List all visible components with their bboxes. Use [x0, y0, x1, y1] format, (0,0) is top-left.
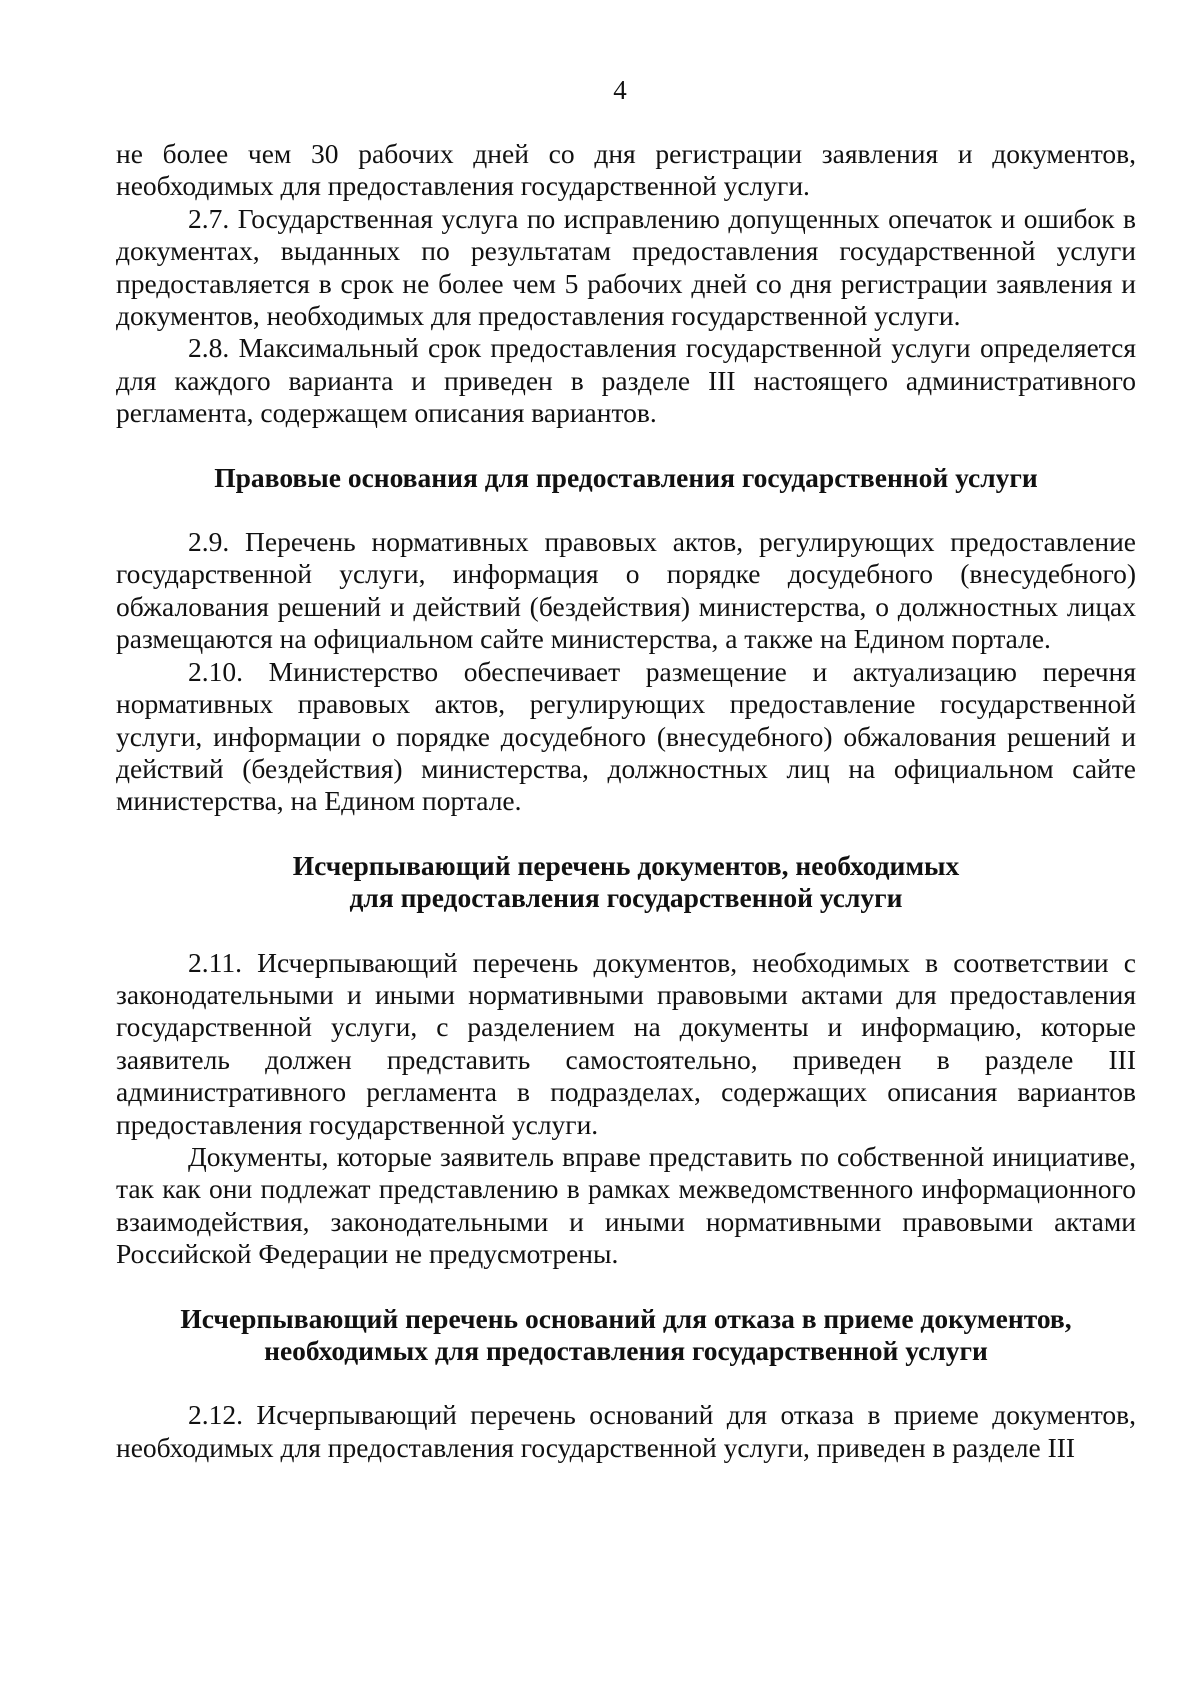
- heading-documents-line-1: Исчерпывающий перечень документов, необходимых: [292, 849, 960, 881]
- paragraph-2-10: 2.10. Министерство обеспечивает размещение и актуализацию перечня нормативных правовых актов, регулирующих предоставление государственной услуги, информации о порядке досудебного (внесудебного) обжалования решений и действий (бездействия) министерства, должностных лиц на официальном сайте министерства, на Едином портале.: [116, 655, 1136, 817]
- paragraph-2-7: 2.7. Государственная услуга по исправлению допущенных опечаток и ошибок в документах, выданных по результатам предоставления государственной услуги предоставляется в срок не более чем 5 рабочих дней со дня регистрации заявления и документов, необходимых для предоставления государственной услуги.: [116, 202, 1136, 332]
- page-number: 4: [613, 75, 627, 105]
- paragraph-2-9: 2.9. Перечень нормативных правовых актов, регулирующих предоставление государственной услуги, информация о порядке досудебного (внесудебного) обжалования решений и действий (бездействия) министерства, о должностных лицах размещаются на официальном сайте министерства, а также на Едином портале.: [116, 526, 1136, 655]
- heading-refusal-line-2: необходимых для предоставления государственной услуги: [264, 1335, 988, 1366]
- paragraph-2-8: 2.8. Максимальный срок предоставления государственной услуги определяется для каждого варианта и приведен в разделе III настоящего административного регламента, содержащем описания вариантов.: [116, 332, 1136, 429]
- heading-documents-list: [116, 850, 1136, 915]
- heading-legal-grounds-text: Правовые основания для предоставления государственной услуги: [214, 461, 1038, 493]
- paragraph-2-11: 2.11. Исчерпывающий перечень документов, необходимых в соответствии с законодательными и иными нормативными правовыми актами для предоставления государственной услуги, с разделением на документы и информацию, которые заявитель должен представить самостоятельно, приведен в разделе III административного регламента в подразделах, содержащих описания вариантов предоставления государственной услуги.: [116, 946, 1136, 1140]
- heading-legal-grounds: [116, 462, 1136, 494]
- document-body: [116, 138, 1136, 1464]
- heading-documents-line-2: для предоставления государственной услуги: [349, 882, 903, 914]
- paragraph-2-12: 2.12. Исчерпывающий перечень оснований для отказа в приеме документов, необходимых для предоставления государственной услуги, приведен в разделе III: [116, 1399, 1136, 1463]
- paragraph-intro: не более чем 30 рабочих дней со дня регистрации заявления и документов, необходимых для предоставления государственной услуги.: [116, 138, 1136, 202]
- heading-refusal-grounds: [116, 1303, 1136, 1368]
- heading-refusal-line-1: Исчерпывающий перечень оснований для отказа в приеме документов,: [180, 1302, 1072, 1334]
- paragraph-documents-initiative: Документы, которые заявитель вправе представить по собственной инициативе, так как они подлежат представлению в рамках межведомственного информационного взаимодействия, законодательными и иными нормативными правовыми актами Российской Федерации не предусмотрены.: [116, 1140, 1136, 1270]
